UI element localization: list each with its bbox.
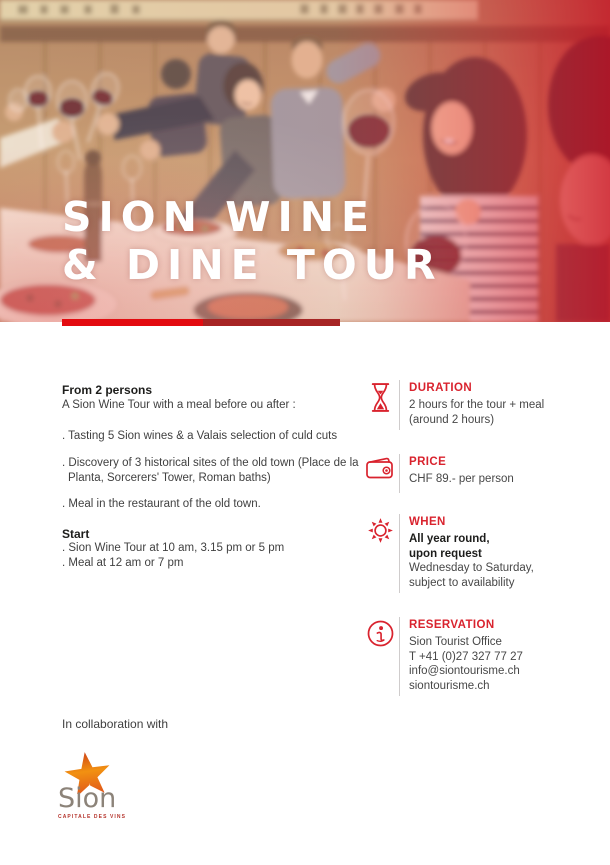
when-text bbox=[399, 514, 534, 593]
reservation-website: siontourisme.ch bbox=[409, 679, 490, 692]
intro-bullet: . Tasting 5 Sion wines & a Valais selection of culd cuts bbox=[62, 429, 338, 442]
when-line: subject to availability bbox=[409, 576, 515, 589]
underline-segment-dark bbox=[203, 319, 340, 326]
duration-line: 2 hours for the tour + meal bbox=[409, 399, 545, 411]
hero-title-line2: & DINE TOUR bbox=[62, 241, 443, 289]
intro-heading: From 2 persons bbox=[62, 383, 153, 397]
collaboration-text: In collaboration with bbox=[62, 717, 169, 731]
intro-subheading: A Sion Wine Tour with a meal before ou after : bbox=[62, 399, 296, 411]
title-underline-bar bbox=[62, 319, 340, 326]
when-line: Wednesday to Saturday, bbox=[409, 562, 534, 574]
intro-bullet: . Meal in the restaurant of the old town. bbox=[62, 498, 261, 511]
reservation-heading: RESERVATION bbox=[409, 619, 495, 631]
duration-text bbox=[399, 380, 544, 430]
hero-photo bbox=[0, 0, 610, 322]
sion-logo bbox=[58, 750, 148, 820]
duration-section bbox=[361, 380, 544, 430]
duration-heading: DURATION bbox=[409, 382, 473, 394]
sun-icon bbox=[361, 514, 399, 593]
reservation-email: info@siontourisme.ch bbox=[409, 665, 520, 677]
when-bold-line: upon request bbox=[409, 547, 482, 560]
sion-logo-tagline: CAPITALE DES VINS bbox=[58, 814, 127, 820]
price-section bbox=[361, 454, 514, 493]
hero-title bbox=[62, 193, 443, 289]
reservation-section bbox=[361, 617, 523, 696]
when-heading: WHEN bbox=[409, 516, 446, 528]
reservation-phone: T +41 (0)27 327 77 27 bbox=[409, 650, 523, 663]
start-heading: Start bbox=[62, 526, 90, 541]
start-line: . Meal at 12 am or 7 pm bbox=[62, 556, 184, 569]
when-section bbox=[361, 514, 534, 593]
description-column bbox=[62, 383, 360, 570]
info-circle-icon bbox=[361, 617, 399, 696]
start-line: . Sion Wine Tour at 10 am, 3.15 pm or 5 pm bbox=[62, 541, 285, 554]
when-bold-line: All year round, bbox=[409, 533, 490, 545]
start-block bbox=[62, 527, 360, 570]
sion-logo-word: Sion bbox=[58, 783, 117, 814]
price-heading: PRICE bbox=[409, 456, 447, 468]
price-text bbox=[399, 454, 514, 493]
intro-bullet: . Discovery of 3 historical sites of the old town (Place de la Planta, Sorcerers' Tower, Roman baths) bbox=[62, 457, 359, 484]
hourglass-icon bbox=[361, 380, 399, 430]
hero-title-line1: SION WINE bbox=[62, 193, 377, 241]
price-line: CHF 89.- per person bbox=[409, 473, 514, 485]
underline-segment-bright bbox=[62, 319, 203, 326]
reservation-office: Sion Tourist Office bbox=[409, 636, 502, 648]
reservation-text bbox=[399, 617, 523, 696]
wallet-icon bbox=[361, 454, 399, 493]
duration-line: (around 2 hours) bbox=[409, 413, 495, 426]
